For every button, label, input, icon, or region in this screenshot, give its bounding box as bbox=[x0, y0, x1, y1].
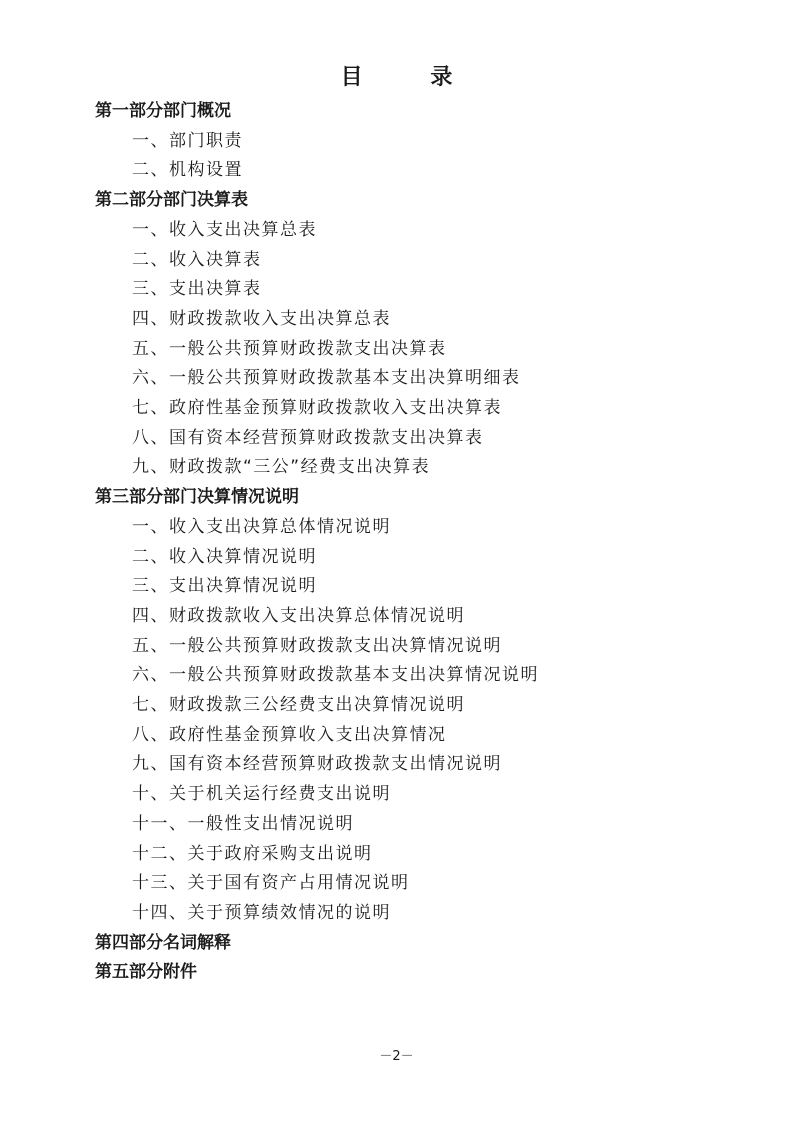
toc-entry: 六、一般公共预算财政拨款基本支出决算情况说明 bbox=[132, 665, 539, 686]
toc-part-heading: 第四部分名词解释 bbox=[95, 932, 231, 953]
toc-entry: 七、政府性基金预算财政拨款收入支出决算表 bbox=[132, 398, 502, 418]
toc-entry: 二、机构设置 bbox=[132, 160, 243, 181]
toc-entry: 八、政府性基金预算收入支出决算情况 bbox=[132, 724, 447, 745]
toc-part-heading: 第二部分部门决算表 bbox=[95, 190, 248, 211]
toc-entry: 十三、关于国有资产占用情况说明 bbox=[132, 873, 410, 894]
toc-entry: 一、部门职责 bbox=[132, 130, 243, 151]
toc-entry: 一、收入支出决算总表 bbox=[132, 219, 317, 240]
toc-entry: 四、财政拨款收入支出决算总体情况说明 bbox=[132, 605, 465, 626]
toc-entry: 九、国有资本经营预算财政拨款支出情况说明 bbox=[132, 754, 502, 775]
toc-entry: 十四、关于预算绩效情况的说明 bbox=[132, 902, 391, 923]
toc-entry: 二、收入决算情况说明 bbox=[132, 546, 317, 567]
toc-part-heading: 第三部分部门决算情况说明 bbox=[95, 487, 299, 508]
toc-entry: 十二、关于政府采购支出说明 bbox=[132, 843, 373, 864]
toc-entry: 四、财政拨款收入支出决算总表 bbox=[132, 308, 391, 329]
toc-entry: 二、收入决算表 bbox=[132, 249, 262, 270]
page-number: －2－ bbox=[379, 1049, 414, 1064]
toc-entry: 三、支出决算情况说明 bbox=[132, 576, 317, 597]
toc-entry: 十、关于机关运行经费支出说明 bbox=[132, 784, 391, 805]
toc-part-heading: 第一部分部门概况 bbox=[95, 101, 231, 121]
toc-entry: 六、一般公共预算财政拨款基本支出决算明细表 bbox=[132, 368, 521, 389]
toc-title: 目 录 bbox=[340, 65, 483, 90]
toc-entry: 九、财政拨款“三公”经费支出决算表 bbox=[132, 457, 431, 478]
toc-part-heading: 第五部分附件 bbox=[95, 962, 197, 983]
toc-entry: 七、财政拨款三公经费支出决算情况说明 bbox=[132, 695, 465, 715]
toc-entry: 五、一般公共预算财政拨款支出决算情况说明 bbox=[132, 635, 502, 656]
toc-entry: 十一、一般性支出情况说明 bbox=[132, 813, 354, 834]
toc-entry: 一、收入支出决算总体情况说明 bbox=[132, 516, 391, 537]
toc-entry: 五、一般公共预算财政拨款支出决算表 bbox=[132, 338, 447, 359]
toc-entry: 三、支出决算表 bbox=[132, 279, 262, 300]
toc-entry: 八、国有资本经营预算财政拨款支出决算表 bbox=[132, 427, 484, 448]
